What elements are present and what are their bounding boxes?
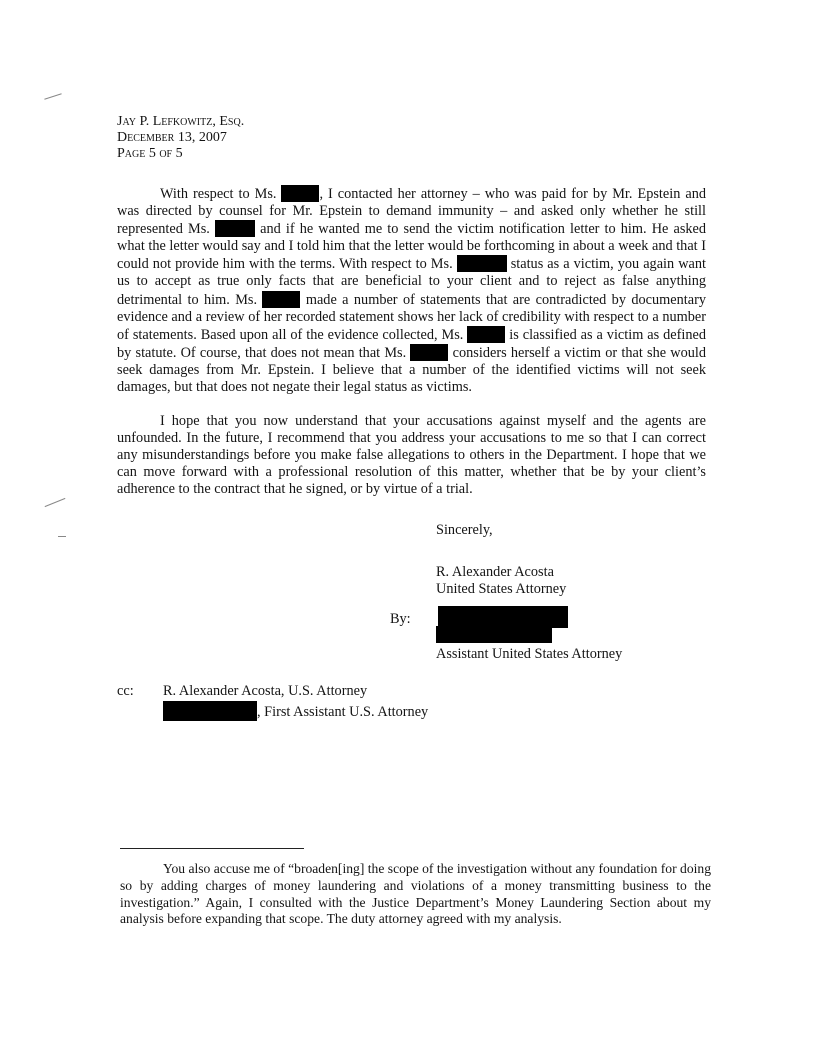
page-number: Page 5 of 5 bbox=[117, 146, 183, 161]
redaction-box bbox=[436, 626, 552, 643]
redaction-box bbox=[410, 344, 448, 361]
redaction-box bbox=[467, 326, 505, 343]
closing: Sincerely, bbox=[436, 522, 493, 538]
redaction-box bbox=[457, 255, 507, 272]
redaction-box bbox=[163, 701, 257, 721]
footnote bbox=[120, 861, 711, 928]
text-segment: made a number of statements that are contradicted by documentary evidence and a review of her recorded statement shows her lack of credibility with respect to a number of statements. Based upon all of the evidence collected, Ms. bbox=[117, 291, 706, 343]
assistant-title: Assistant United States Attorney bbox=[436, 646, 623, 662]
date-line: December 13, 2007 bbox=[117, 130, 227, 145]
text-segment: I hope that you now understand that your accusations against myself and the agents are unfounded. In the future, I recommend that you address your accusations to me so that I can correct any misunderstandings before you make false allegations to others in the Department. I hope that we can move forward with a professional resolution of this matter, whether that be by your client’s adherence to the contract that he signed, or by virtue of a trial. bbox=[117, 413, 706, 498]
signer-name: R. Alexander Acosta bbox=[436, 564, 554, 580]
cc-recipient-title: , First Assistant U.S. Attorney bbox=[257, 704, 429, 720]
scan-mark bbox=[58, 536, 66, 537]
scan-mark bbox=[45, 498, 66, 507]
cc-recipient bbox=[163, 701, 428, 721]
signer-title: United States Attorney bbox=[436, 581, 567, 597]
redaction-box bbox=[438, 606, 568, 628]
text-segment: and if he wanted me to send the victim notification letter to him. He asked what the letter would say and I told him that the letter would be forthcoming in about a week and that I could not provide him with the terms. With respect to Ms. bbox=[117, 221, 707, 273]
redaction-box bbox=[262, 291, 300, 308]
text-segment: considers herself a victim or that she would seek damages from Mr. Epstein. I believe that a number of the identified victims will not seek damages, but that does not negate their legal status as victims. bbox=[117, 344, 707, 396]
redaction-box bbox=[215, 220, 255, 237]
text-segment: status as a victim, you again want us to accept as true only facts that are beneficial to your client and to reject as false anything detrimental to him. Ms. bbox=[117, 256, 706, 308]
cc-label: cc: bbox=[117, 683, 134, 699]
cc-recipient: R. Alexander Acosta, U.S. Attorney bbox=[163, 683, 368, 699]
redaction-box bbox=[281, 185, 319, 202]
letter-header bbox=[117, 114, 244, 162]
footnote-divider bbox=[120, 848, 304, 849]
recipient-line: Jay P. Lefkowitz, Esq. bbox=[117, 114, 245, 129]
by-label: By: bbox=[390, 611, 411, 627]
paragraph-victim-status bbox=[117, 185, 706, 396]
text-segment: With respect to Ms. bbox=[160, 186, 277, 202]
paragraph-conclusion bbox=[117, 413, 706, 498]
signature-block bbox=[436, 522, 566, 598]
text-segment: is classified as a victim as defined by statute. Of course, that does not mean that Ms. bbox=[117, 326, 706, 361]
footnote-text: You also accuse me of “broaden[ing] the scope of the investigation without any foundation for doing so by adding charges of money laundering and violations of a money transmitting business to the investigation.” Again, I consulted with the Justice Department’s Money Laundering Section about my analysis before expanding that scope. The duty attorney agreed with my analysis. bbox=[120, 861, 711, 927]
scan-mark bbox=[44, 93, 61, 100]
text-segment: , I contacted her attorney – who was paid for by Mr. Epstein and was directed by counsel for Mr. Epstein to demand immunity – and asked only whether he still represented Ms. bbox=[117, 186, 706, 238]
